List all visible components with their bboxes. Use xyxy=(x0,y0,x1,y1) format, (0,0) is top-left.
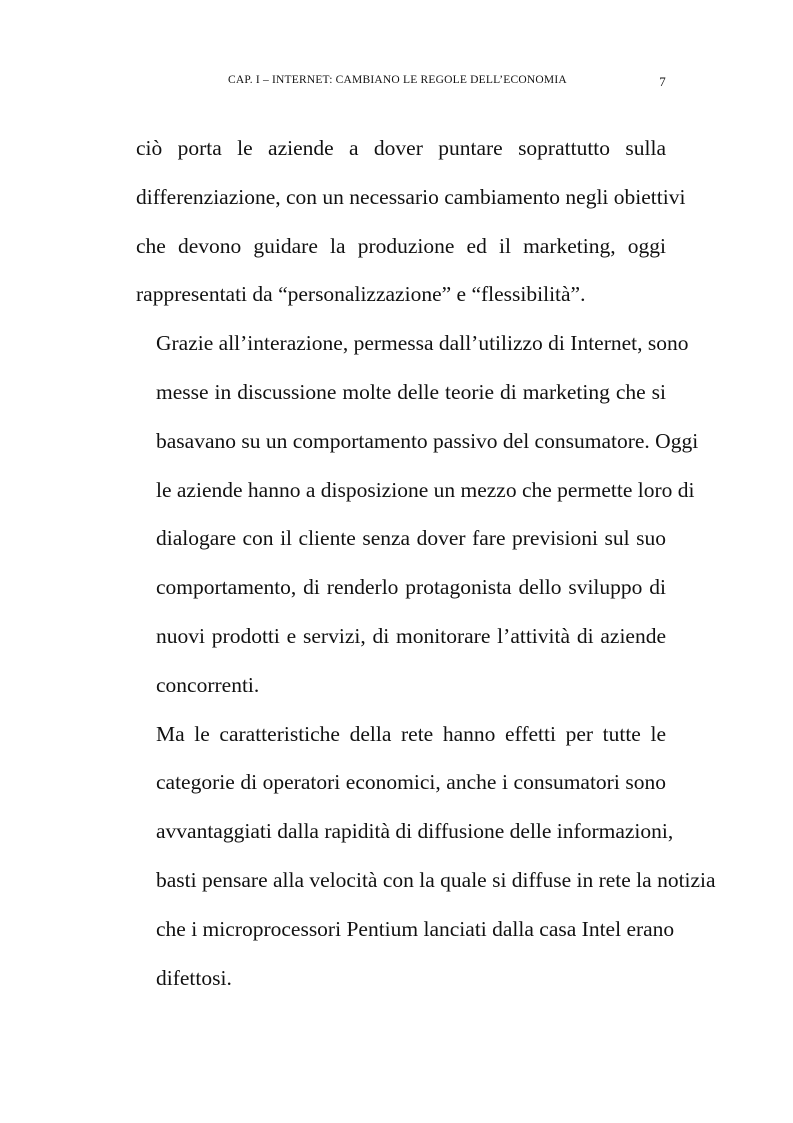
text-line: dialogare con il cliente senza dover fare previsioni sul suo xyxy=(156,526,666,551)
paragraph-3 xyxy=(136,710,716,1003)
paragraph-1 xyxy=(136,124,686,319)
text-line: basavano su un comportamento passivo del consumatore. Oggi xyxy=(156,428,699,453)
text-line: comportamento, di renderlo protagonista dello sviluppo di xyxy=(156,575,666,600)
text-line: Grazie all’interazione, permessa dall’utilizzo di Internet, sono xyxy=(156,331,689,356)
text-line: ciò porta le aziende a dover puntare soprattutto sulla xyxy=(136,136,666,160)
body-text xyxy=(136,124,716,1002)
text-line: avvantaggiati dalla rapidità di diffusione delle informazioni, xyxy=(156,819,674,844)
text-line: le aziende hanno a disposizione un mezzo che permette loro di xyxy=(156,477,695,502)
text-line: nuovi prodotti e servizi, di monitorare l’attività di aziende xyxy=(156,623,666,648)
text-line: basti pensare alla velocità con la quale si diffuse in rete la notizia xyxy=(156,867,716,892)
page-number: 7 xyxy=(659,74,666,89)
text-line: che i microprocessori Pentium lanciati dalla casa Intel erano xyxy=(156,916,675,941)
text-line: concorrenti. xyxy=(156,672,260,697)
text-line: messe in discussione molte delle teorie di marketing che si xyxy=(156,379,666,404)
running-title: CAP. I – INTERNET: CAMBIANO LE REGOLE DELL’ECONOMIA xyxy=(228,74,567,86)
text-line: differenziazione, con un necessario cambiamento negli obiettivi xyxy=(136,184,686,209)
text-line: che devono guidare la produzione ed il marketing, oggi xyxy=(136,233,666,258)
running-header xyxy=(136,74,666,92)
paragraph-2 xyxy=(136,319,699,709)
text-line: rappresentati da “personalizzazione” e “flessibilità”. xyxy=(136,282,586,307)
text-line: difettosi. xyxy=(156,965,232,990)
text-line: categorie di operatori economici, anche i consumatori sono xyxy=(156,770,666,795)
text-line: Ma le caratteristiche della rete hanno effetti per tutte le xyxy=(156,721,666,746)
